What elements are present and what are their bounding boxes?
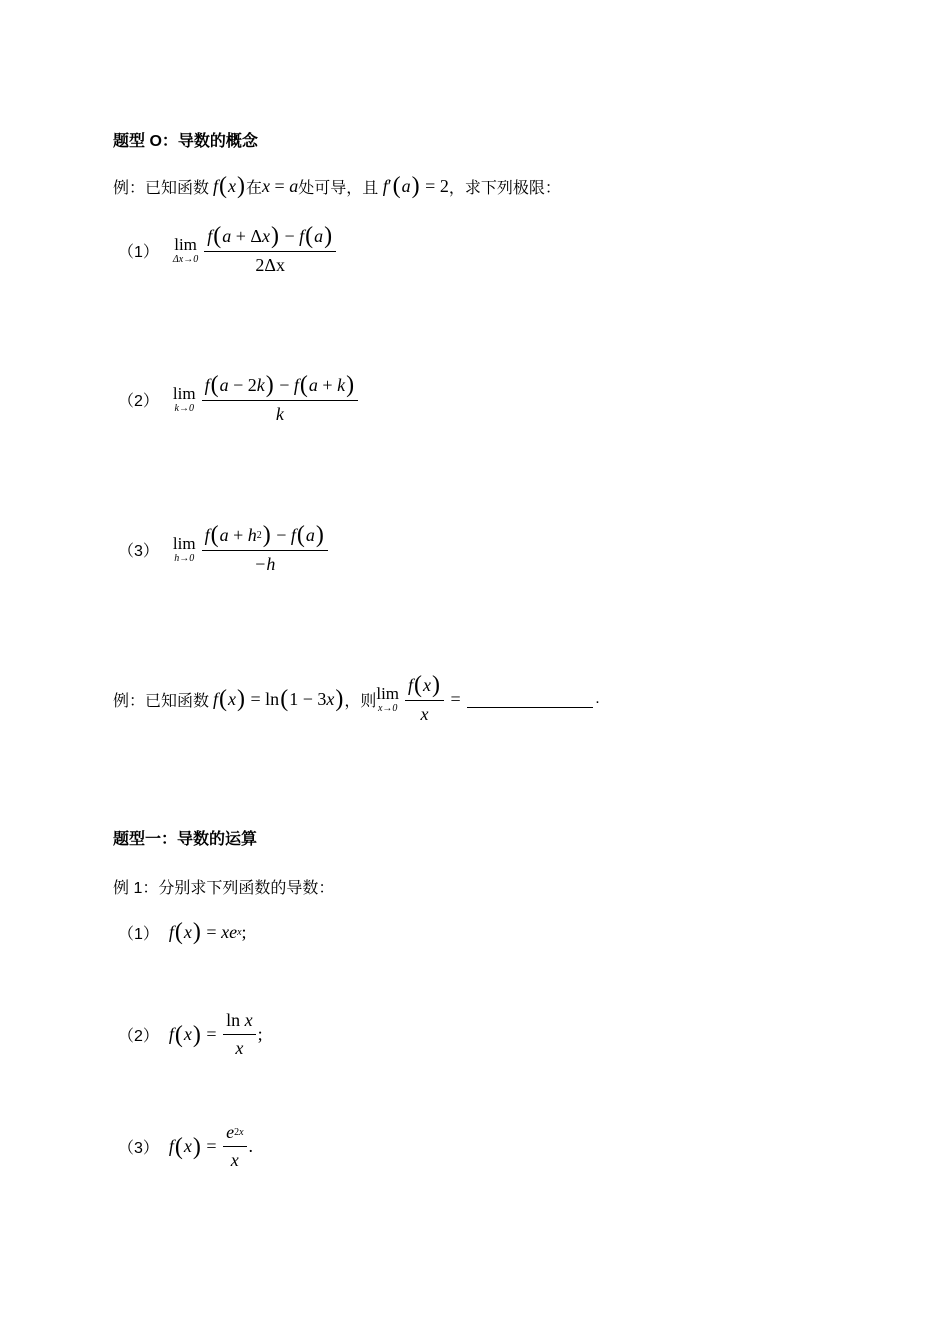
limit-item-2 bbox=[118, 373, 360, 425]
section-heading-operations bbox=[113, 826, 257, 849]
example-prefix: 例：已知函数 bbox=[113, 179, 210, 197]
example-text: 在 bbox=[246, 179, 263, 197]
limit-operator: lim k→0 bbox=[172, 383, 196, 414]
item-label: （2） bbox=[118, 392, 159, 410]
example-2-statement: 例：已知函数 f ( x ) = ln ( 1 − 3 x ) ，则 lim x→0 f ( x ) x = . bbox=[113, 672, 600, 724]
function-fraction: ln x x bbox=[223, 1010, 256, 1059]
limit-operator: lim h→0 bbox=[172, 533, 196, 564]
function-fraction: e 2x x bbox=[223, 1122, 246, 1171]
heading-text: 题型 O：导数的概念 bbox=[113, 133, 258, 150]
example-1-statement: 例：已知函数 f ( x ) 在 x = a 处可导，且 f ′ ( a ) = 2 ，求下列极限： bbox=[113, 173, 561, 199]
answer-blank[interactable] bbox=[467, 691, 593, 708]
heading-text: 题型一：导数的运算 bbox=[113, 831, 258, 848]
example-text: ，求下列极限： bbox=[448, 179, 561, 197]
example-intro: 例 1：分别求下列函数的导数： bbox=[113, 880, 335, 897]
example-prefix: 例：已知函数 bbox=[113, 692, 210, 710]
derivative-item-1: （1） f ( x ) = xe x ; bbox=[118, 919, 247, 945]
item-label: （3） bbox=[118, 542, 159, 560]
limit-fraction: f ( a + h 2 ) − f ( a ) −h bbox=[202, 523, 328, 575]
limit-fraction: f ( a + Δ x ) − f ( a ) 2Δx bbox=[204, 224, 336, 276]
limit-item-3 bbox=[118, 523, 330, 575]
item-label: （1） bbox=[118, 925, 159, 943]
derivative-item-2: （2） f ( x ) = ln x x ; bbox=[118, 1010, 263, 1058]
limit-item-1 bbox=[118, 224, 338, 276]
derivative-item-3: （3） f ( x ) = e 2x x . bbox=[118, 1122, 254, 1170]
limit-operator: lim x→0 bbox=[376, 683, 400, 714]
limit-fraction: f ( x ) x bbox=[405, 673, 444, 725]
example-text: 处可导，且 bbox=[298, 179, 379, 197]
item-label: （1） bbox=[118, 243, 159, 261]
limit-operator: lim Δx→0 bbox=[172, 234, 199, 265]
limit-fraction: f ( a − 2 k ) − f ( a + k ) k bbox=[202, 373, 359, 425]
example-text: ，则 bbox=[344, 692, 377, 710]
item-label: （2） bbox=[118, 1028, 159, 1045]
section-heading-concept bbox=[113, 128, 258, 151]
item-label: （3） bbox=[118, 1140, 159, 1157]
